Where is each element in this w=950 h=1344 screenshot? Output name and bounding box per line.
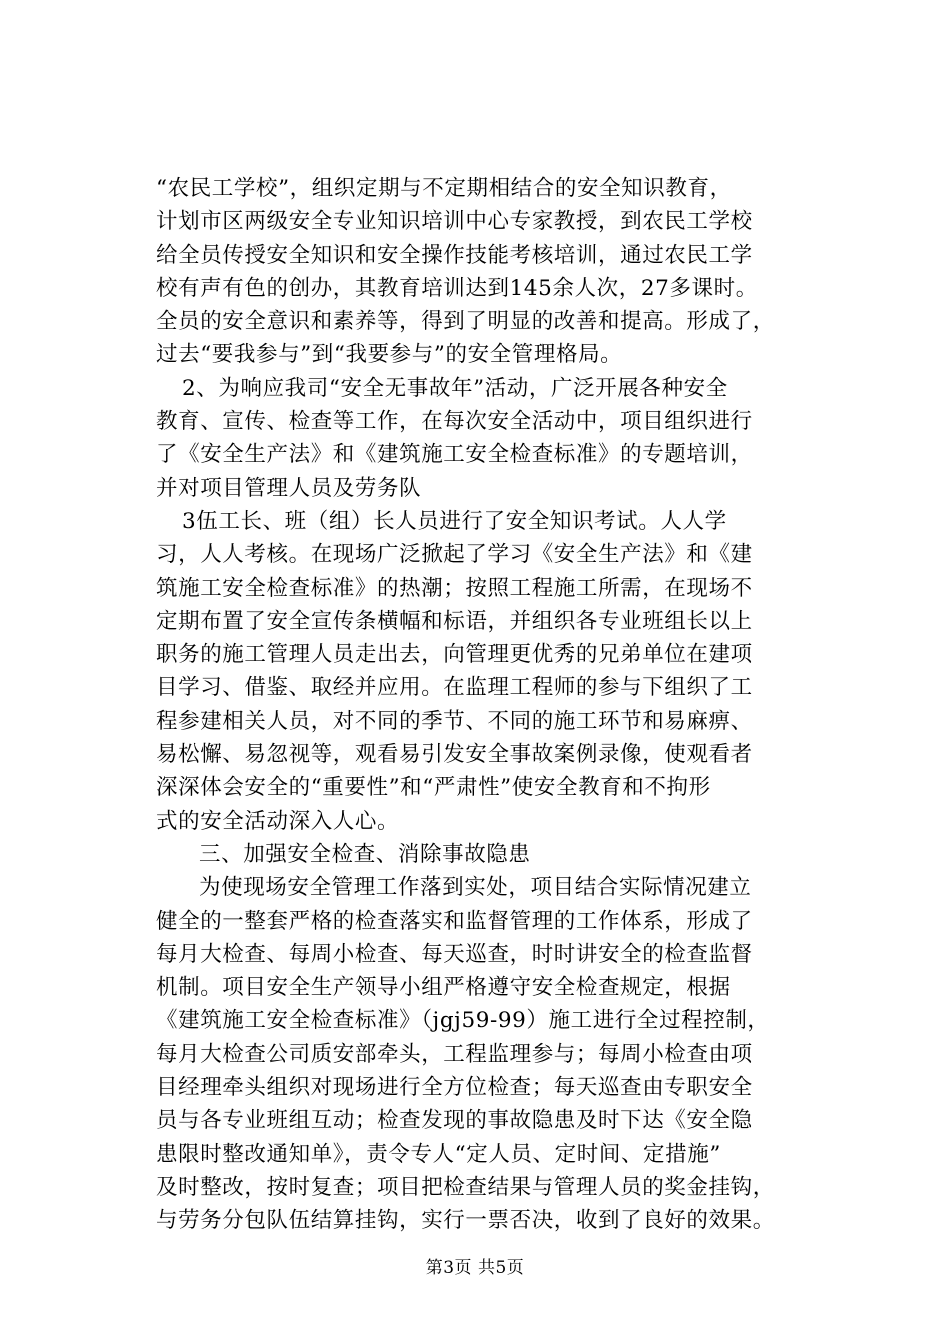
text-line: 过去“要我参与”到“我要参与”的安全管理格局。 [156, 342, 623, 368]
text-line: 机制。项目安全生产领导小组严格遵守安全检查规定，根据 [156, 975, 731, 1001]
text-line: 程参建相关人员，对不同的季节、不同的施工环节和易麻痹、 [156, 708, 753, 734]
text-line: 《建筑施工安全检查标准》（jgj59-99）施工进行全过程控制， [156, 1008, 770, 1034]
text-line: 了《安全生产法》和《建筑施工安全检查标准》的专题培训， [156, 442, 753, 468]
text-line: 与劳务分包队伍结算挂钩，实行一票否决，收到了良好的效果。 [156, 1208, 775, 1234]
text-line: 给全员传授安全知识和安全操作技能考核培训，通过农民工学 [156, 242, 753, 268]
document-body [156, 172, 816, 1232]
paragraph-inspection [156, 871, 816, 1237]
text-line: 员与各专业班组互动；检查发现的事故隐患及时下达《安全隐 [156, 1108, 753, 1134]
text-line: 2、为响应我司“安全无事故年”活动，广泛开展各种安全 [182, 375, 728, 401]
text-line: 每月大检查、每周小检查、每天巡查，时时讲安全的检查监督 [156, 941, 753, 967]
text-line: 目学习、借鉴、取经并应用。在监理工程师的参与下组织了工 [156, 675, 753, 701]
text-line: 校有声有色的创办，其教育培训达到145余人次，27多课时。 [156, 275, 758, 301]
text-line: 习，人人考核。在现场广泛掀起了学习《安全生产法》和《建 [156, 542, 753, 568]
paragraph-item-2 [156, 372, 816, 505]
text-line: 3伍工长、班（组）长人员进行了安全知识考试。人人学 [182, 508, 727, 534]
text-line: 筑施工安全检查标准》的热潮；按照工程施工所需，在现场不 [156, 575, 753, 601]
paragraph-item-3 [156, 505, 816, 838]
text-line: 式的安全活动深入人心。 [156, 808, 400, 834]
text-line: 教育、宣传、检查等工作，在每次安全活动中，项目组织进行 [156, 409, 753, 435]
paragraph-farmer-school [156, 172, 816, 372]
text-line: 职务的施工管理人员走出去，向管理更优秀的兄弟单位在建项 [156, 642, 753, 668]
text-line: 健全的一整套严格的检查落实和监督管理的工作体系，形成了 [156, 908, 753, 934]
text-line: 全员的安全意识和素养等，得到了明显的改善和提高。形成了， [156, 309, 775, 335]
heading-text: 三、加强安全检查、消除事故隐患 [199, 841, 531, 867]
text-line: 患限时整改通知单》，责令专人“定人员、定时间、定措施” [156, 1141, 721, 1167]
text-line: 计划市区两级安全专业知识培训中心专家教授，到农民工学校 [156, 209, 753, 235]
text-line: 定期布置了安全宣传条横幅和标语，并组织各专业班组长以上 [156, 608, 753, 634]
text-line: 目经理牵头组织对现场进行全方位检查；每天巡查由专职安全 [156, 1075, 753, 1101]
text-line: “农民工学校”，组织定期与不定期相结合的安全知识教育， [156, 176, 732, 201]
text-line: 每月大检查公司质安部牵头，工程监理参与；每周小检查由项 [156, 1041, 753, 1067]
section-heading [156, 838, 816, 871]
text-line: 为使现场安全管理工作落到实处，项目结合实际情况建立 [199, 875, 752, 901]
text-line: 并对项目管理人员及劳务队 [156, 475, 422, 501]
page-number-footer: 第3页 共5页 [425, 1258, 525, 1278]
text-line: 及时整改，按时复查；项目把检查结果与管理人员的奖金挂钩， [156, 1174, 775, 1200]
text-line: 深深体会安全的“重要性”和“严肃性”使安全教育和不拘形 [156, 775, 711, 801]
text-line: 易松懈、易忽视等，观看易引发安全事故案例录像，使观看者 [156, 742, 753, 768]
